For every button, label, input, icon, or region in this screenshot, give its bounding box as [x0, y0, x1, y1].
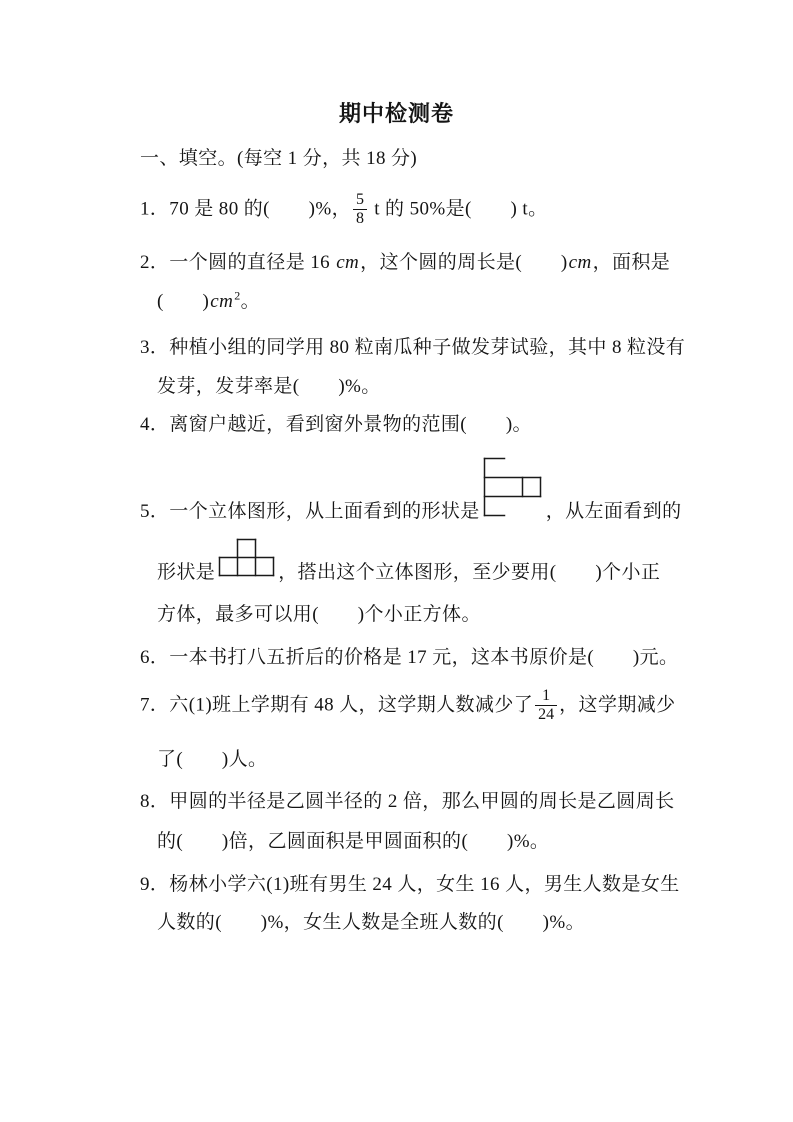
superscript: 2: [234, 288, 241, 303]
text-run: 形状是: [157, 562, 216, 583]
unit-text-italic: cm: [210, 291, 234, 312]
text-run: 方体，最多可以用( )个小正方体。: [157, 604, 481, 625]
question-6-line-1: [140, 644, 678, 672]
fraction-denominator: 24: [535, 705, 557, 724]
text-run: ( ): [157, 291, 210, 312]
text-run: 4．离窗户越近，看到窗外景物的范围( )。: [140, 414, 532, 435]
text-run: 3．种植小组的同学用 80 粒南瓜种子做发芽试验，其中 8 粒没有: [140, 337, 686, 358]
question-2-line-1: [140, 249, 670, 277]
text-run: ，这个圆的周长是( ): [360, 252, 568, 273]
question-3-line-1: [140, 334, 685, 362]
text-run: 5．一个立体图形，从上面看到的形状是: [140, 501, 480, 522]
question-5-line-1: [140, 457, 682, 526]
question-7-line-1: [140, 687, 676, 725]
fraction: [535, 687, 557, 725]
text-run: 了( )人。: [157, 749, 268, 770]
text-run: 1．70 是 80 的( )%，: [140, 198, 352, 220]
question-7-line-2: [157, 746, 267, 774]
fraction: [353, 191, 367, 229]
fraction-numerator: 5: [356, 191, 365, 208]
question-1-line-1: [140, 191, 548, 229]
question-5-line-3: [157, 601, 481, 629]
text-run: ，从左面看到的: [545, 501, 682, 522]
fraction-numerator: 1: [542, 687, 551, 704]
question-9-line-2: [157, 909, 585, 937]
section-heading: 一、填空。(每空 1 分，共 18 分): [140, 148, 418, 169]
top-view-figure: [483, 457, 543, 517]
question-2-line-2: [157, 288, 260, 316]
question-8-line-2: [157, 828, 549, 856]
question-8-line-1: [140, 788, 675, 816]
text-run: ，这学期减少: [559, 694, 676, 716]
fraction-denominator: 8: [353, 209, 367, 228]
unit-text-italic: cm: [568, 252, 592, 273]
text-run: 6．一本书打八五折后的价格是 17 元，这本书原价是( )元。: [140, 647, 679, 668]
text-run: t 的 50%是( ) t。: [369, 198, 548, 220]
text-run: 2．一个圆的直径是 16: [140, 252, 336, 273]
question-9-line-1: [140, 871, 680, 899]
page-title: 期中检测卷: [338, 101, 454, 126]
text-run: 7．六(1)班上学期有 48 人，这学期人数减少了: [140, 694, 534, 716]
question-3-line-2: [157, 373, 381, 401]
text-run: 8．甲圆的半径是乙圆半径的 2 倍，那么甲圆的周长是乙圆周长: [140, 791, 675, 812]
left-view-figure: [218, 538, 275, 578]
question-4-line-1: [140, 411, 532, 439]
question-5-line-2: [157, 538, 660, 587]
text-run: ，面积是: [592, 252, 671, 273]
text-run: 9．杨林小学六(1)班有男生 24 人，女生 16 人，男生人数是女生: [140, 874, 680, 895]
text-run: 人数的( )%，女生人数是全班人数的( )%。: [157, 912, 585, 933]
text-run: 。: [240, 291, 261, 312]
text-run: 发芽，发芽率是( )%。: [157, 376, 381, 397]
unit-text-italic: cm: [336, 252, 360, 273]
text-run: 的( )倍，乙圆面积是甲圆面积的( )%。: [157, 831, 550, 852]
text-run: ，搭出这个立体图形，至少要用( )个小正: [278, 562, 661, 583]
